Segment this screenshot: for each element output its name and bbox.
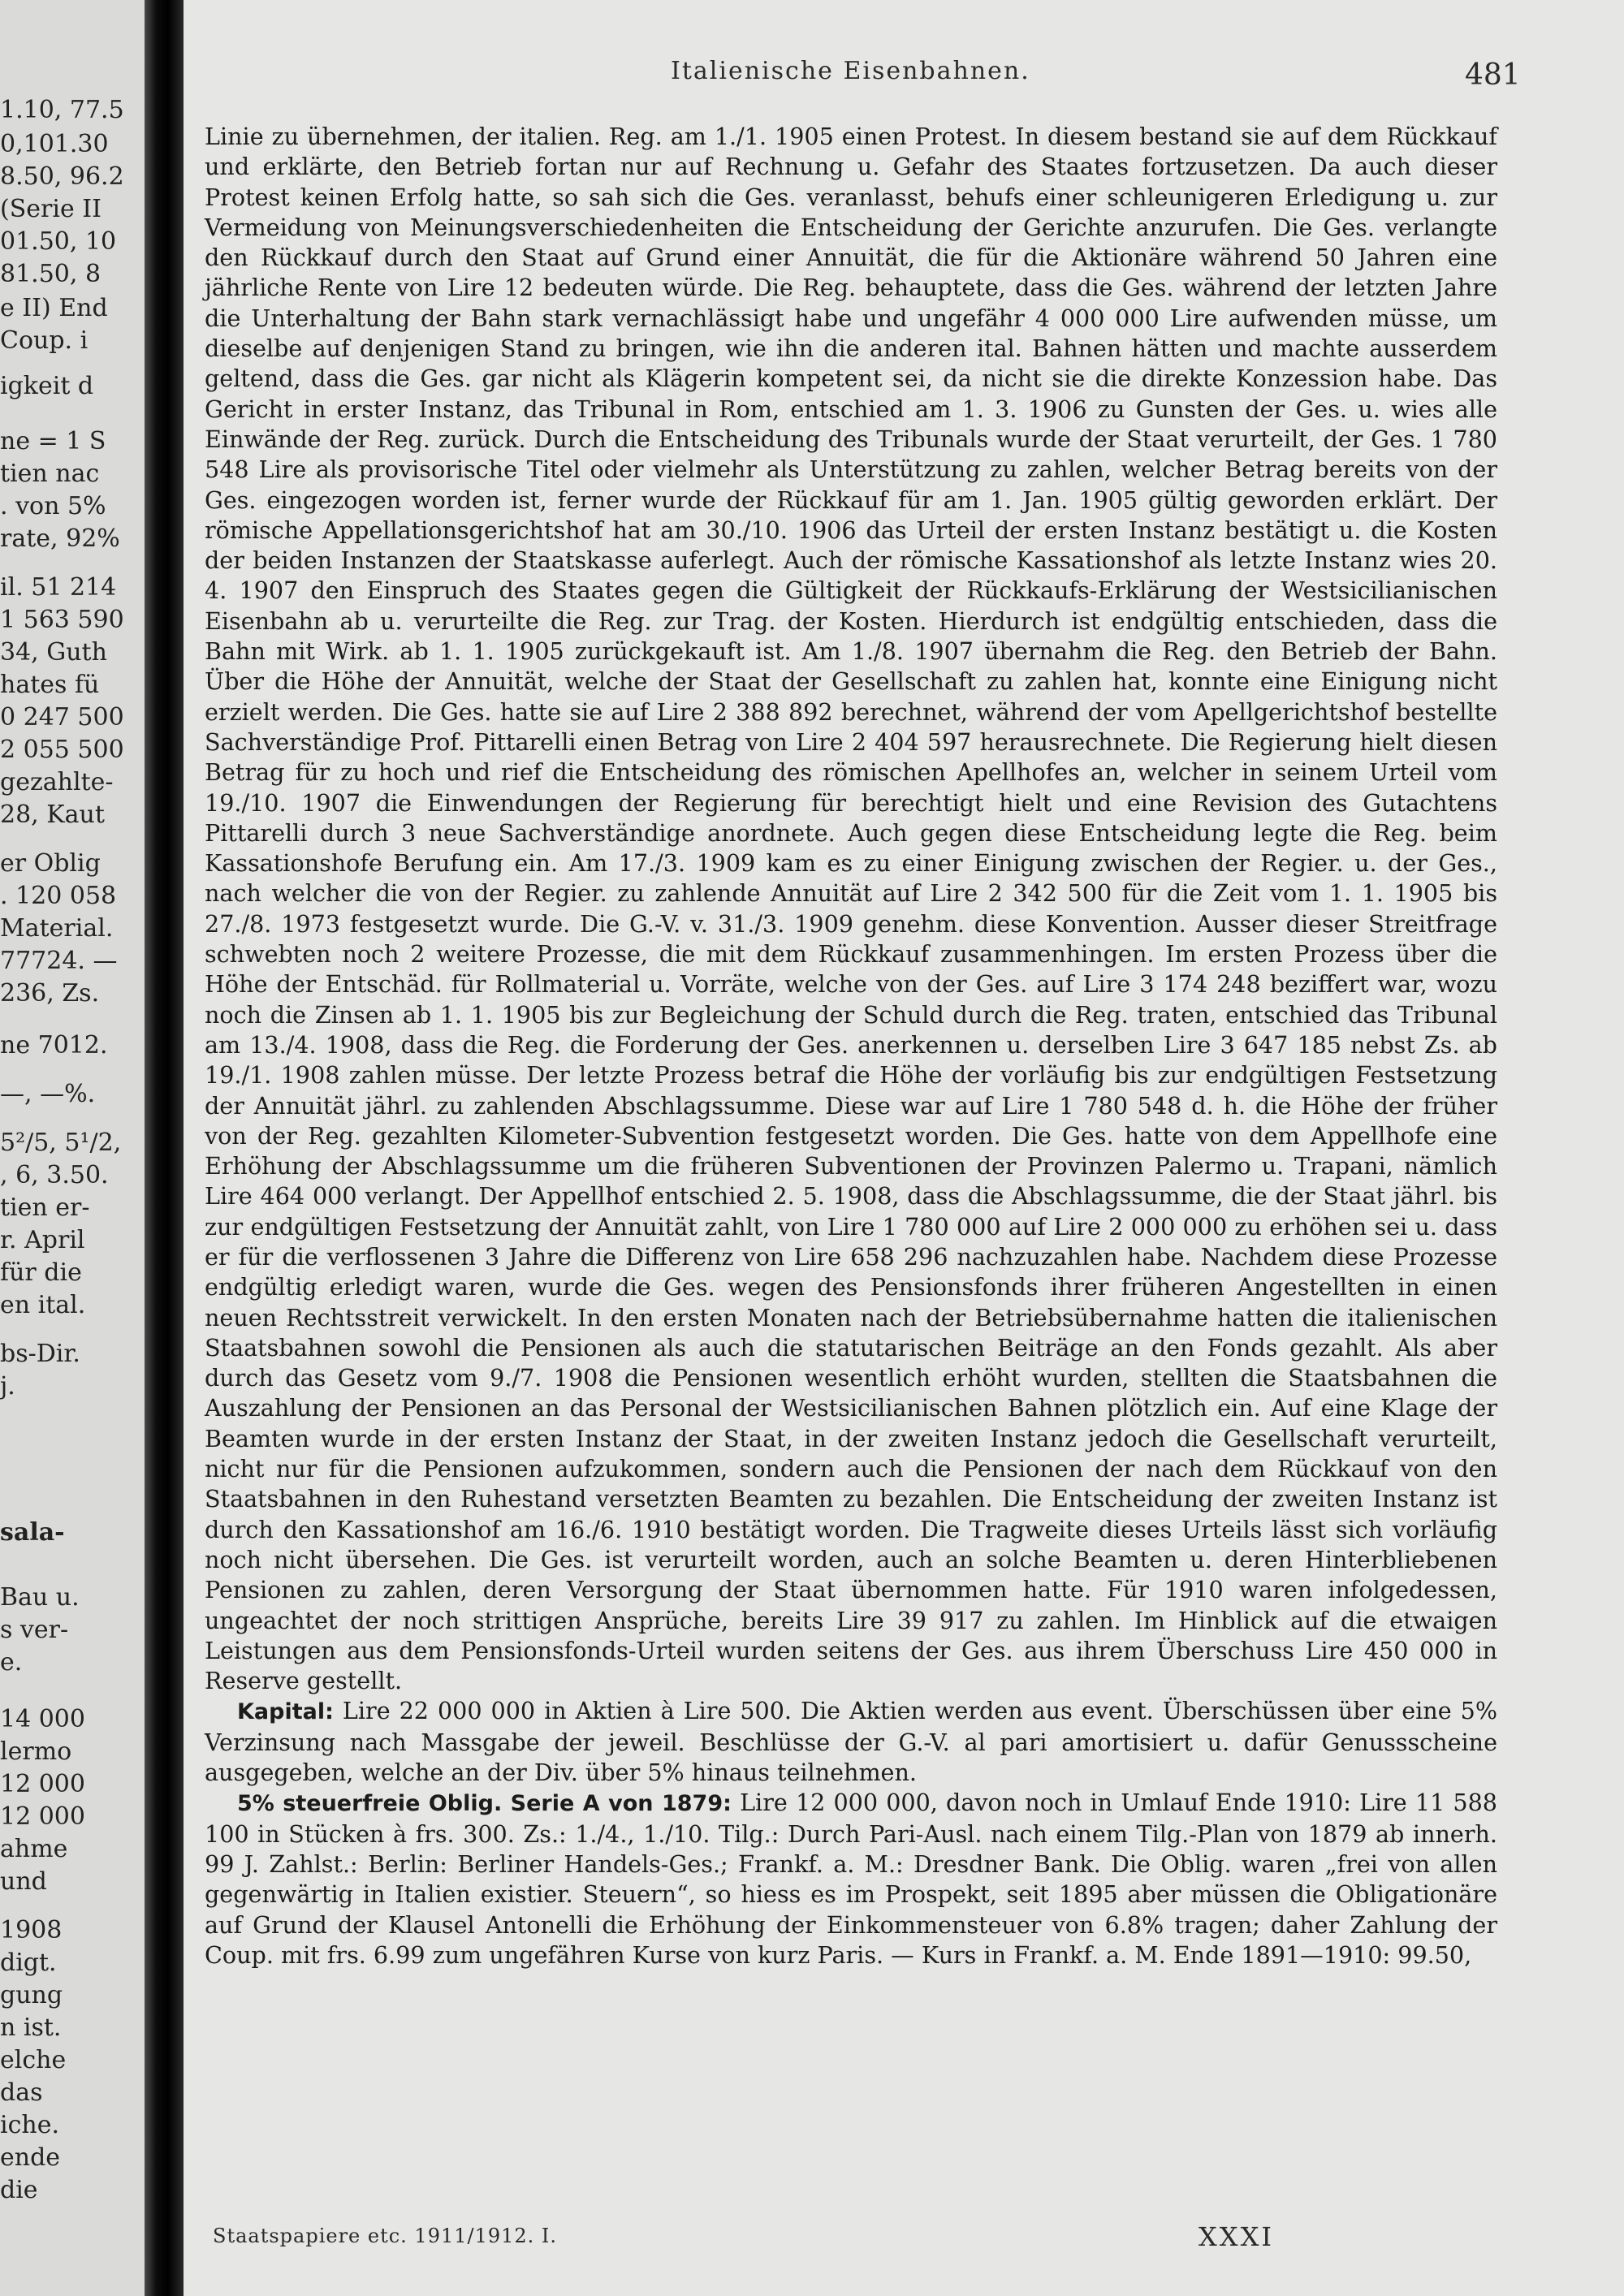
left-page-fragment: für die	[0, 1258, 82, 1287]
left-page-fragment: lermo	[0, 1737, 72, 1766]
left-page-fragment: 34, Guth	[0, 638, 107, 667]
kapital-text: Lire 22 000 000 in Aktien à Lire 500. Die Aktien werden aus event. Überschüssen über eine 5% Verzinsung nach Massgabe der jeweil. Beschlüsse der G.-V. al pari amortisiert u. dafür Genussscheine ausgegeben, welche an der Div. über 5% hinaus teilnehmen.	[205, 1697, 1497, 1787]
obligation-text: Lire 12 000 000, davon noch in Umlauf Ende 1910: Lire 11 588 100 in Stücken à frs. 300. Zs.: 1./4., 1./10. Tilg.: Durch Pari-Ausl. nach einem Tilg.-Plan von 1879 ab innerh. 99 J. Zahlst.: Berlin: Berliner Handels-Ges.; Frankf. a. M.: Dresdner Bank. Die Oblig. waren „frei von allen gegenwärtig in Italien existier. Steuern“, so hiess es im Prospekt, seit 1895 aber müssen die Obligationäre auf Grund der Klausel Antonelli die Erhöhung der Einkommensteuer von 6.8% tragen; daher Zahlung der Coup. mit frs. 6.99 zum ungefähren Kurse von kurz Paris. — Kurs in Frankf. a. M. Ende 1891—1910: 99.50,	[205, 1789, 1497, 1969]
left-page-fragment: s ver-	[0, 1616, 69, 1644]
left-page-fragment: n ist.	[0, 2013, 62, 2042]
history-paragraph: Linie zu übernehmen, der italien. Reg. am 1./1. 1905 einen Protest. In diesem bestand sie auf dem Rückkauf und erklärte, den Betrieb fortan nur auf Rechnung u. Gefahr des Staates fortzusetzen. Da auch dieser Protest keinen Erfolg hatte, so sah sich die Ges. veranlasst, behufs einer schleunigeren Erledigung u. zur Vermeidung von Meinungsverschiedenheiten die Entscheidung der Gerichte anzurufen. Die Ges. verlangte den Rückkauf durch den Staat auf Grund einer Annuität, die für die Aktionäre während 50 Jahren eine jährliche Rente von Lire 12 bedeuten würde. Die Reg. behauptete, dass die Ges. während der letzten Jahre die Unterhaltung der Bahn stark vernachlässigt habe und ungefähr 4 000 000 Lire aufwenden müsse, um dieselbe auf denjenigen Stand zu bringen, wie ihn die anderen ital. Bahnen hätten und machte ausserdem geltend, dass die Ges. gar nicht als Klägerin kompetent sei, da nicht sie die direkte Konzession habe. Das Gericht in erster Instanz, das Tribunal in Rom, entschied am 1. 3. 1906 zu Gunsten der Ges. u. wies alle Einwände der Reg. zurück. Durch die Entscheidung des Tribunals wurde der Staat verurteilt, der Ges. 1 780 548 Lire als provisorische Titel oder vielmehr als Unterstützung zu zahlen, welcher Betrag bereits von der Ges. eingezogen worden ist, ferner wurde der Rückkauf für am 1. Jan. 1905 gültig geworden erklärt. Der römische Appellationsgerichtshof hat am 30./10. 1906 das Urteil der ersten Instanz bestätigt u. die Kosten der beiden Instanzen der Staatskasse auferlegt. Auch der römische Kassationshof als letzte Instanz wies 20. 4. 1907 den Einspruch des Staates gegen die Gültigkeit der Rückkaufs-Erklärung der Westsicilianischen Eisenbahn ab u. verurteilte die Reg. zur Trag. der Kosten. Hierdurch ist endgültig entschieden, dass die Bahn mit Wirk. ab 1. 1. 1905 zurückgekauft ist. Am 1./8. 1907 übernahm die Reg. den Betrieb der Bahn. Über die Höhe der Annuität, welche der Staat der Gesellschaft zu zahlen hat, konnte eine Einigung nicht erzielt werden. Die Ges. hatte sie auf Lire 2 388 892 berechnet, während der vom Apellgerichtshof bestellte Sachverständige Prof. Pittarelli einen Betrag von Lire 2 404 597 herausrechnete. Die Regierung hielt diesen Betrag für zu hoch und rief die Entscheidung des römischen Apellhofes an, welcher in seinem Urteil vom 19./10. 1907 die Einwendungen der Regierung für berechtigt hielt und eine Revision des Gutachtens Pittarelli durch 3 neue Sachverständige anordnete. Auch gegen diese Entscheidung legte die Reg. beim Kassationshofe Berufung ein. Am 17./3. 1909 kam es zu einer Einigung zwischen der Regier. u. der Ges., nach welcher die von der Regier. zu zahlende Annuität auf Lire 2 342 500 für die Zeit vom 1. 1. 1905 bis 27./8. 1973 festgesetzt wurde. Die G.-V. v. 31./3. 1909 genehm. diese Konvention. Ausser dieser Streitfrage schwebten noch 2 weitere Prozesse, die mit dem Rückkauf zusammenhingen. Im ersten Prozess über die Höhe der Entschäd. für Rollmaterial u. Vorräte, welche von der Ges. auf Lire 3 174 248 beziffert war, wozu noch die Zinsen ab 1. 1. 1905 bis zur Begleichung der Schuld durch die Reg. traten, entschied das Tribunal am 13./4. 1908, dass die Reg. die Forderung der Ges. anerkennen u. derselben Lire 3 647 185 nebst Zs. ab 19./1. 1908 zahlen müsse. Der letzte Prozess betraf die Höhe der vorläufig bis zur endgültigen Festsetzung der Annuität jährl. zu zahlenden Abschlagssumme. Diese war auf Lire 1 780 548 d. h. die Höhe der früher von der Reg. gezahlten Kilometer-Subvention festgesetzt worden. Die Ges. hatte von dem Appellhofe eine Erhöhung der Abschlagssumme um die früheren Subventionen der Provinzen Palermo u. Trapani, nämlich Lire 464 000 verlangt. Der Appellhof entschied 2. 5. 1908, dass die Abschlagssumme, die der Staat jährl. bis zur endgültigen Festsetzung der Annuität zahlt, von Lire 1 780 000 auf Lire 2 000 000 zu erhöhen sei u. dass er für die verflossenen 3 Jahre die Differenz von Lire 658 296 nachzuzahlen habe. Nachdem diese Prozesse endgültig erledigt waren, wurde die Ges. wegen des Pensionsfonds ihrer früheren Angestellten in einen neuen Rechtsstreit verwickelt. In den ersten Monaten nach der Betriebsübernahme hatten die italienischen Staatsbahnen sowohl die Pensionen als auch die statutarischen Beiträge an den Fonds gezahlt. Als aber durch das Gesetz vom 9./7. 1908 die Pensionen wesentlich erhöht wurden, stellten die Staatsbahnen die Auszahlung der Pensionen an das Personal der Westsicilianischen Bahnen plötzlich ein. Auf eine Klage der Beamten wurde in der ersten Instanz der Staat, in der zweiten Instanz jedoch die Gesellschaft verurteilt, nicht nur für die Pensionen aufzukommen, sondern auch die Pensionen der nach dem Rückkauf von den Staatsbahnen in den Ruhestand versetzten Beamten zu bezahlen. Die Entscheidung der zweiten Instanz ist durch den Kassationshof am 16./6. 1910 bestätigt worden. Die Tragweite dieses Urteils lässt sich vorläufig noch nicht übersehen. Die Ges. ist verurteilt worden, auch an solche Beamten u. deren Hinterbliebenen Pensionen zu zahlen, deren Versorgung der Staat übernommen hatte. Für 1910 waren infolgedessen, ungeachtet der noch strittigen Ansprüche, bereits Lire 39 917 zu zahlen. Im Hinblick auf die etwaigen Leistungen aus dem Pensionsfonds-Urteil wurden seitens der Ges. aus ihrem Überschuss Lire 450 000 in Reserve gestellt.	[205, 123, 1497, 1695]
left-page-fragment: 8.50, 96.2	[0, 162, 124, 191]
left-page-fragment: 5²/5, 5¹/2,	[0, 1129, 122, 1157]
left-page-fragment: 14 000	[0, 1705, 85, 1733]
left-page-fragment: il. 51 214	[0, 573, 117, 602]
left-page-fragment: gung	[0, 1981, 63, 2009]
left-page-fragment: ne 7012.	[0, 1031, 108, 1060]
left-page-fragment: 1 563 590	[0, 606, 124, 634]
left-page-fragment: 1.10, 77.5	[0, 96, 124, 124]
left-page-fragment: ne = 1 S	[0, 427, 106, 455]
article-body	[205, 122, 1497, 1970]
page-number: 481	[1465, 58, 1521, 92]
left-page-fragment: 0 247 500	[0, 703, 124, 732]
left-page-fragment: 2 055 500	[0, 736, 124, 764]
left-page-fragment: 28, Kaut	[0, 801, 105, 829]
left-page-fragment: Bau u.	[0, 1583, 80, 1612]
left-page-fragment: . von 5%	[0, 492, 106, 520]
previous-page-edge	[0, 0, 145, 2296]
left-page-fragment: 236, Zs.	[0, 979, 100, 1008]
left-page-fragment: das	[0, 2078, 43, 2107]
left-page-fragment: 01.50, 10	[0, 227, 117, 256]
kapital-label: Kapital:	[237, 1699, 334, 1725]
left-page-fragment: 0,101.30	[0, 130, 109, 158]
sheet-number: XXXI	[1199, 2221, 1274, 2252]
left-page-fragment: Coup. i	[0, 326, 89, 355]
left-page-fragment: bs-Dir.	[0, 1340, 80, 1368]
obligation-label: 5% steuerfreie Oblig. Serie A von 1879:	[237, 1791, 732, 1817]
kapital-paragraph	[205, 1696, 1497, 1788]
left-page-fragment: Material.	[0, 914, 114, 943]
left-page-fragment: e II) End	[0, 294, 108, 322]
left-page-fragment: er Oblig	[0, 849, 101, 878]
left-page-fragment: elche	[0, 2046, 67, 2074]
left-page-fragment: digt.	[0, 1949, 57, 1977]
left-page-fragment: 81.50, 8	[0, 260, 102, 288]
left-page-fragment: die	[0, 2176, 38, 2204]
left-page-fragment: , 6, 3.50.	[0, 1161, 109, 1189]
book-gutter	[145, 0, 184, 2296]
left-page-fragment: sala-	[0, 1518, 65, 1547]
left-page-fragment: und	[0, 1867, 47, 1896]
left-page-fragment: rate, 92%	[0, 524, 120, 553]
running-title: Italienische Eisenbahnen.	[671, 57, 1030, 85]
footer-signature: Staatspapiere etc. 1911/1912. I.	[213, 2225, 558, 2247]
left-page-fragment: 1908	[0, 1916, 63, 1944]
left-page-fragment: tien er-	[0, 1193, 90, 1222]
left-page-fragment: ende	[0, 2143, 61, 2172]
left-page-fragment: igkeit d	[0, 372, 94, 400]
obligation-paragraph	[205, 1788, 1497, 1970]
left-page-fragment: hates fü	[0, 671, 100, 699]
left-page-fragment: iche.	[0, 2111, 60, 2139]
left-page-fragment: 12 000	[0, 1770, 85, 1798]
left-page-fragment: tien nac	[0, 460, 100, 488]
left-page-fragment: 12 000	[0, 1802, 85, 1831]
left-page-fragment: . 120 058	[0, 882, 117, 910]
left-page-fragment: 77724. —	[0, 947, 118, 975]
left-page-fragment: (Serie II	[0, 195, 102, 223]
left-page-fragment: j.	[0, 1372, 15, 1400]
left-page-fragment: e.	[0, 1648, 23, 1677]
left-page-fragment: —, —%.	[0, 1080, 96, 1108]
left-page-fragment: gezahlte-	[0, 768, 114, 796]
left-page-fragment: en ital.	[0, 1291, 86, 1319]
left-page-fragment: r. April	[0, 1226, 85, 1254]
left-page-fragment: ahme	[0, 1835, 68, 1863]
